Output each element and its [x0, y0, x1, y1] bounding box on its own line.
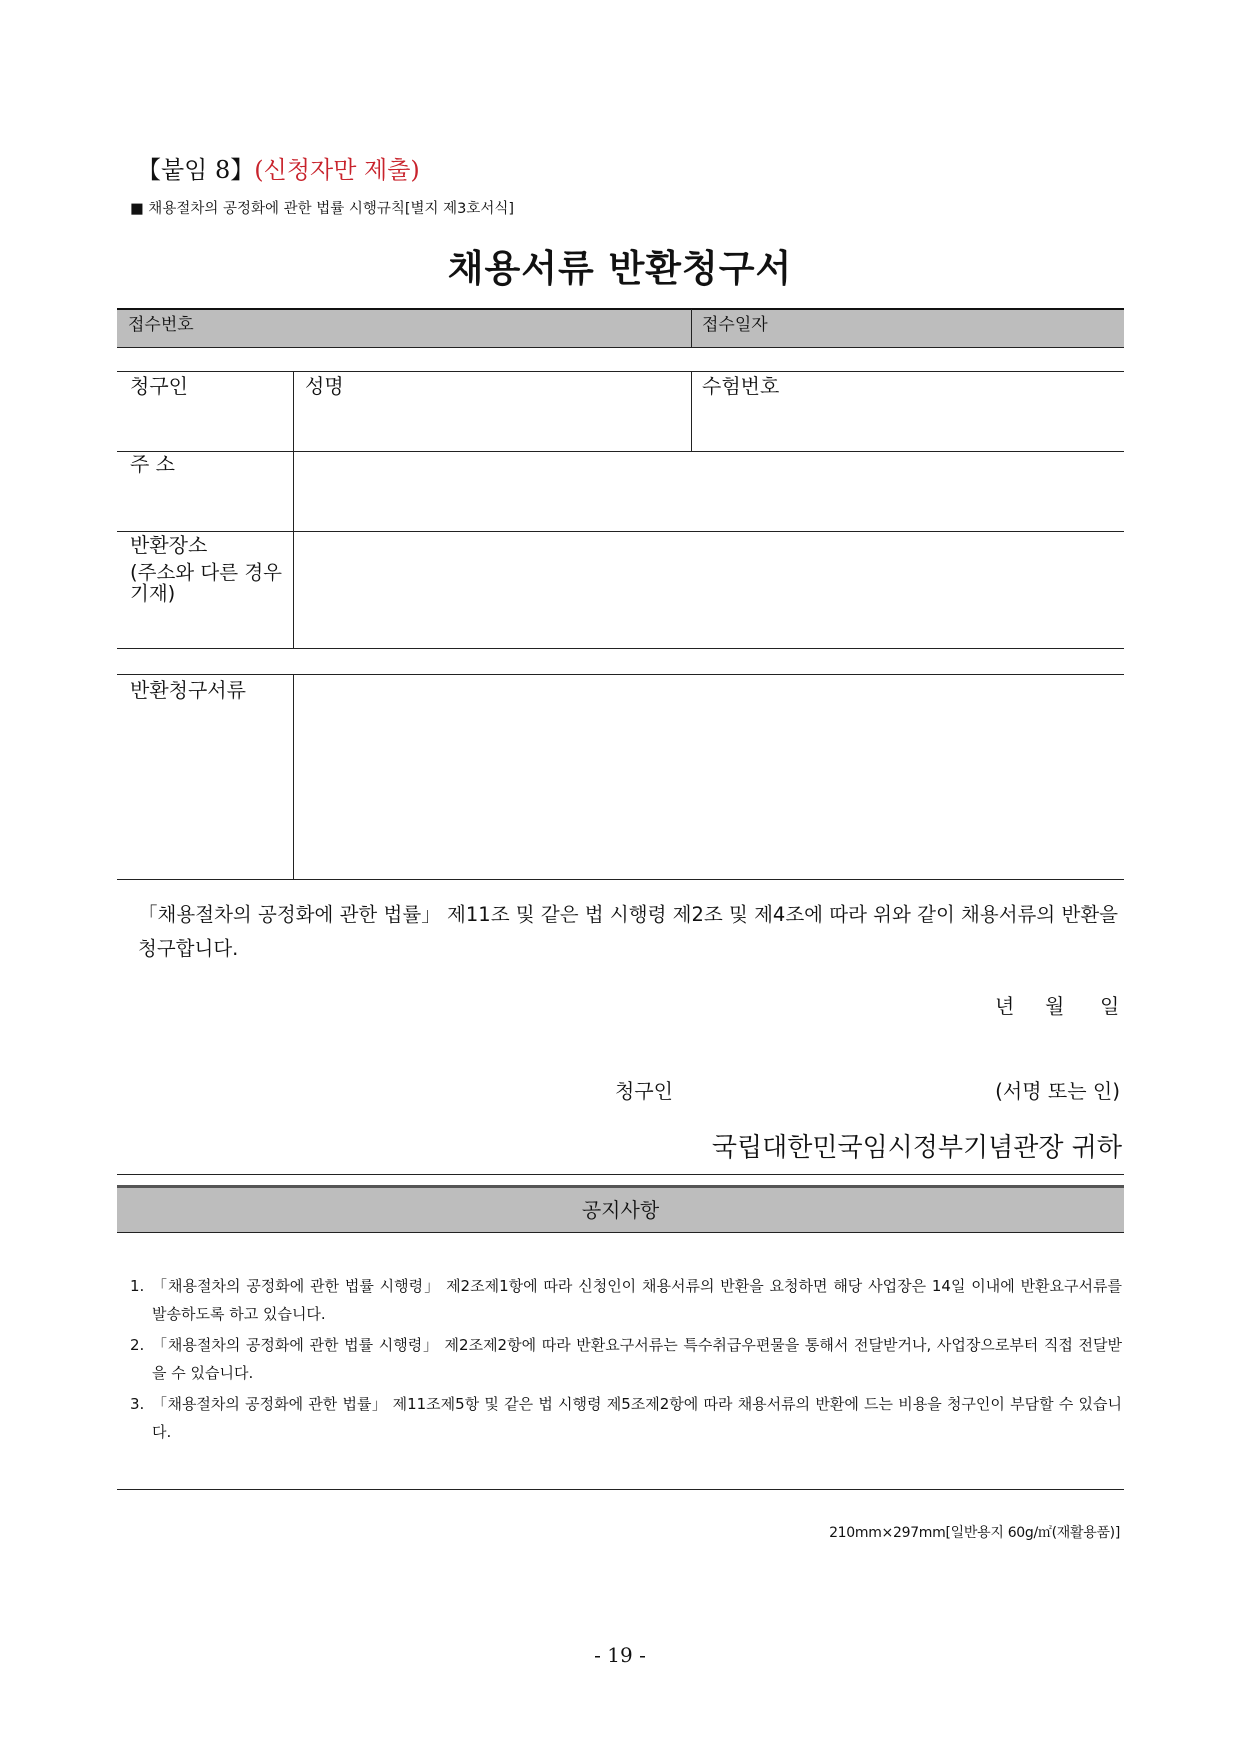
notice-bar-bottom [117, 1232, 1124, 1233]
submission-note: (신청자만 제출) [254, 156, 420, 184]
receipt-bar [117, 309, 1124, 347]
claimant-label: 청구인 [130, 374, 188, 398]
notice-bottom-border [117, 1489, 1124, 1490]
documents-divider [293, 674, 294, 879]
label-column-divider [293, 371, 294, 648]
notice-top-thin [117, 1174, 1124, 1175]
applicant-top-border [117, 371, 1124, 372]
notice-item [130, 1390, 1122, 1446]
receipt-divider [691, 309, 692, 347]
receipt-date-label: 접수일자 [702, 315, 768, 335]
notice-item [130, 1272, 1122, 1328]
notice-item-number: 1. [130, 1277, 145, 1295]
date-year: 년 [995, 994, 1015, 1018]
receipt-number-label: 접수번호 [128, 315, 194, 335]
documents-bottom-border [117, 879, 1124, 880]
return-place-note: (주소와 다른 경우 기재) [130, 561, 282, 605]
name-exam-divider [691, 371, 692, 451]
signature-placeholder: (서명 또는 인) [995, 1079, 1120, 1103]
receipt-top-border [117, 308, 1124, 310]
attachment-number: 【붙임 8】 [137, 156, 255, 184]
form-reference: ■ 채용절차의 공정화에 관한 법률 시행규칙[별지 제3호서식] [130, 201, 515, 217]
notice-item-text: 「채용절차의 공정화에 관한 법률 시행령」 제2조제1항에 따라 신청인이 채용서류의 반환을 요청하면 해당 사업장은 14일 이내에 반환요구서류를 발송하도록 하고 있습니다. [152, 1277, 1122, 1323]
receipt-bottom-border [117, 347, 1124, 348]
address-row-bottom [117, 531, 1124, 532]
return-place-row-bottom [117, 648, 1124, 649]
notice-item-text: 「채용절차의 공정화에 관한 법률」 제11조제5항 및 같은 법 시행령 제5조제2항에 따라 채용서류의 반환에 드는 비용을 청구인이 부담할 수 있습니다. [152, 1395, 1122, 1441]
date-month: 월 [1045, 994, 1065, 1018]
document-title: 채용서류 반환청구서 [447, 247, 793, 290]
page-number: - 19 - [594, 1643, 646, 1667]
paper-spec: 210mm×297mm[일반용지 60g/㎡(재활용품)] [829, 1525, 1120, 1541]
notice-item [130, 1331, 1122, 1387]
name-row-bottom [293, 451, 1124, 452]
attachment-header [137, 150, 420, 185]
notice-item-text: 「채용절차의 공정화에 관한 법률 시행령」 제2조제2항에 따라 반환요구서류는 특수취급우편물을 통해서 전달받거나, 사업장으로부터 직접 전달받을 수 있습니다. [152, 1336, 1122, 1382]
declaration-text: 「채용절차의 공정화에 관한 법률」 제11조 및 같은 법 시행령 제2조 및 제4조에 따라 위와 같이 채용서류의 반환을 청구합니다. [138, 903, 1118, 960]
signer-label: 청구인 [615, 1079, 673, 1103]
address-label: 주 소 [130, 452, 175, 476]
return-place-label: 반환장소 [130, 533, 208, 557]
notice-title: 공지사항 [581, 1198, 660, 1222]
documents-top-border [117, 674, 1124, 675]
documents-label: 반환청구서류 [130, 678, 246, 702]
recipient: 국립대한민국임시정부기념관장 귀하 [711, 1133, 1122, 1163]
notice-item-number: 2. [130, 1336, 145, 1354]
notice-item-number: 3. [130, 1395, 145, 1413]
notice-list [130, 1272, 1122, 1449]
date-day: 일 [1100, 994, 1120, 1018]
name-label: 성명 [305, 374, 344, 398]
exam-number-label: 수험번호 [702, 374, 780, 398]
